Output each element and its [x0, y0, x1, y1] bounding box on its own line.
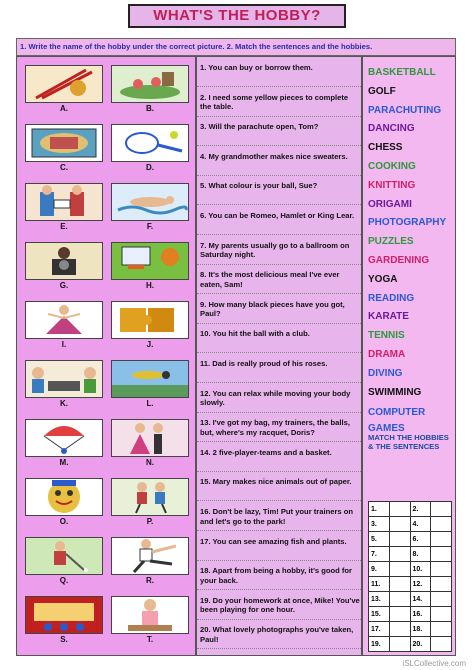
- answer-number: 12.: [410, 577, 431, 592]
- picture-label: M.: [59, 458, 69, 467]
- answer-blank[interactable]: [389, 532, 410, 547]
- tennis-racket-icon: [111, 124, 189, 162]
- answer-number: 19.: [369, 637, 390, 652]
- basketball-hoop-icon: [111, 242, 189, 280]
- answer-blank[interactable]: [431, 592, 452, 607]
- parachute-icon: [25, 419, 103, 457]
- hobby-item: READING: [368, 292, 415, 304]
- picture-label: H.: [146, 281, 154, 290]
- picture-label: A.: [60, 104, 68, 113]
- hobby-item: DANCING: [368, 123, 415, 135]
- sentence-item: 14. 2 five-player-teams and a basket.: [197, 446, 363, 472]
- answer-table: [368, 501, 452, 652]
- hobby-item: ORIGAMI: [368, 198, 412, 210]
- instructions: 1. Write the name of the hobby under the correct picture. 2. Match the sentences and the hobbies.: [16, 38, 456, 56]
- answer-number: 9.: [369, 562, 390, 577]
- sentence-item: 13. I've got my bag, my trainers, the balls, but, where's my racquet, Doris?: [197, 416, 363, 442]
- sentence-item: 19. Do your homework at once, Mike! You've been playing for one hour.: [197, 594, 363, 620]
- sentence-item: 20. What lovely photographs you've taken, Paul!: [197, 623, 363, 649]
- answer-number: 16.: [410, 607, 431, 622]
- answer-blank[interactable]: [389, 577, 410, 592]
- picture-label: R.: [146, 576, 154, 585]
- yoga-icon: [25, 301, 103, 339]
- picture-label: K.: [60, 399, 68, 408]
- camera-icon: [25, 242, 103, 280]
- picture-label: I.: [61, 340, 67, 349]
- answer-blank[interactable]: [431, 532, 452, 547]
- sentence-item: 16. Don't be lazy, Tim! Put your trainers on and let's go to the park!: [197, 505, 363, 531]
- sentence-item: 8. It's the most delicious meal I've ever eaten, Sam!: [197, 268, 363, 294]
- dancing-couple-icon: [111, 419, 189, 457]
- sentence-item: 7. My parents usually go to a ballroom on Saturday night.: [197, 239, 363, 265]
- running-icon: [111, 478, 189, 516]
- rug-icon: [25, 124, 103, 162]
- answer-blank[interactable]: [389, 517, 410, 532]
- sentences-column: [196, 56, 362, 656]
- sentence-item: 1. You can buy or borrow them.: [197, 61, 363, 87]
- sentence-item: 6. You can be Romeo, Hamlet or King Lear.: [197, 209, 363, 235]
- reading-couple-icon: [25, 183, 103, 221]
- answer-blank[interactable]: [389, 562, 410, 577]
- sentence-item: 12. You can relax while moving your body slowly.: [197, 387, 363, 413]
- answer-number: 7.: [369, 547, 390, 562]
- hobby-item: CHESS: [368, 142, 403, 154]
- cooking-icon: [111, 596, 189, 634]
- answer-blank[interactable]: [389, 607, 410, 622]
- picture-label: E.: [60, 222, 68, 231]
- hobbies-column: [362, 56, 456, 656]
- answer-number: 1.: [369, 502, 390, 517]
- hobby-item: PUZZLES: [368, 236, 414, 248]
- picture-grid: [16, 56, 196, 656]
- picture-label: Q.: [59, 576, 69, 585]
- hobby-item: YOGA: [368, 273, 398, 285]
- answer-blank[interactable]: [431, 517, 452, 532]
- picture-label: G.: [59, 281, 69, 290]
- hobby-item: DRAMA: [368, 349, 406, 360]
- answer-blank[interactable]: [389, 622, 410, 637]
- answer-number: 13.: [369, 592, 390, 607]
- answer-number: 2.: [410, 502, 431, 517]
- picture-label: F.: [146, 222, 154, 231]
- sentence-item: 18. Apart from being a hobby, it's good for your back.: [197, 564, 363, 590]
- answer-blank[interactable]: [431, 607, 452, 622]
- puzzle-icon: [111, 301, 189, 339]
- footer-watermark: iSLCollective.com: [402, 659, 466, 668]
- hobby-item: COOKING: [368, 161, 416, 172]
- answer-number: 4.: [410, 517, 431, 532]
- answer-blank[interactable]: [431, 622, 452, 637]
- answer-blank[interactable]: [389, 547, 410, 562]
- answer-number: 17.: [369, 622, 390, 637]
- garden-icon: [111, 65, 189, 103]
- answer-blank[interactable]: [431, 562, 452, 577]
- answer-number: 20.: [410, 637, 431, 652]
- sentence-item: 4. My grandmother makes nice sweaters.: [197, 150, 363, 176]
- picture-label: T.: [146, 635, 154, 644]
- picture-label: N.: [146, 458, 154, 467]
- sentence-item: 17. You can see amazing fish and plants.: [197, 535, 363, 561]
- answer-number: 3.: [369, 517, 390, 532]
- answer-blank[interactable]: [431, 577, 452, 592]
- hobby-item: GARDENING: [368, 255, 430, 266]
- theatre-icon: [25, 596, 103, 634]
- match-title: MATCH THE HOBBIES & THE SENTENCES: [368, 433, 449, 451]
- sentence-item: 9. How many black pieces have you got, Paul?: [197, 298, 363, 324]
- hobby-item: KNITTING: [368, 179, 416, 191]
- karate-icon: [111, 537, 189, 575]
- answer-number: 15.: [369, 607, 390, 622]
- hobby-item: COMPUTER GAMES: [368, 407, 426, 435]
- answer-number: 10.: [410, 562, 431, 577]
- hobby-item: DIVING: [368, 367, 403, 379]
- hobby-item: SWIMMING: [368, 386, 422, 398]
- chess-players-icon: [25, 360, 103, 398]
- sentence-item: 5. What colour is your ball, Sue?: [197, 179, 363, 205]
- answer-blank[interactable]: [431, 547, 452, 562]
- sentence-item: 15. Mary makes nice animals out of paper.: [197, 475, 363, 501]
- answer-number: 8.: [410, 547, 431, 562]
- answer-blank[interactable]: [389, 637, 410, 652]
- picture-label: D.: [146, 163, 154, 172]
- answer-blank[interactable]: [431, 637, 452, 652]
- answer-number: 11.: [369, 577, 390, 592]
- diving-icon: [111, 360, 189, 398]
- answer-number: 14.: [410, 592, 431, 607]
- sentence-item: 10. You hit the ball with a club.: [197, 327, 363, 353]
- picture-label: O.: [59, 517, 69, 526]
- picture-label: S.: [60, 635, 68, 644]
- knitting-needles-icon: [25, 65, 103, 103]
- hobby-item: KARATE: [368, 311, 409, 323]
- hobby-item: BASKETBALL: [368, 67, 436, 78]
- page-title: WHAT'S THE HOBBY?: [128, 4, 346, 28]
- picture-label: P.: [146, 517, 154, 526]
- sentence-item: 11. Dad is really proud of his roses.: [197, 357, 363, 383]
- picture-label: L.: [146, 399, 154, 408]
- answer-blank[interactable]: [431, 502, 452, 517]
- picture-label: J.: [146, 340, 154, 349]
- answer-blank[interactable]: [389, 502, 410, 517]
- swimmer-icon: [111, 183, 189, 221]
- golf-icon: [25, 537, 103, 575]
- answer-blank[interactable]: [389, 592, 410, 607]
- sentence-item: 3. Will the parachute open, Tom?: [197, 120, 363, 146]
- answer-number: 5.: [369, 532, 390, 547]
- sentence-item: 2. I need some yellow pieces to complete the table.: [197, 91, 363, 117]
- answer-number: 6.: [410, 532, 431, 547]
- picture-label: C.: [60, 163, 68, 172]
- answer-number: 18.: [410, 622, 431, 637]
- hobby-item: PARACHUTING: [368, 104, 442, 116]
- computer-icon: [25, 478, 103, 516]
- hobby-item: GOLF: [368, 85, 396, 97]
- picture-label: B.: [146, 104, 154, 113]
- hobby-item: TENNIS: [368, 330, 405, 342]
- hobby-item: PHOTOGRAPHY: [368, 217, 447, 229]
